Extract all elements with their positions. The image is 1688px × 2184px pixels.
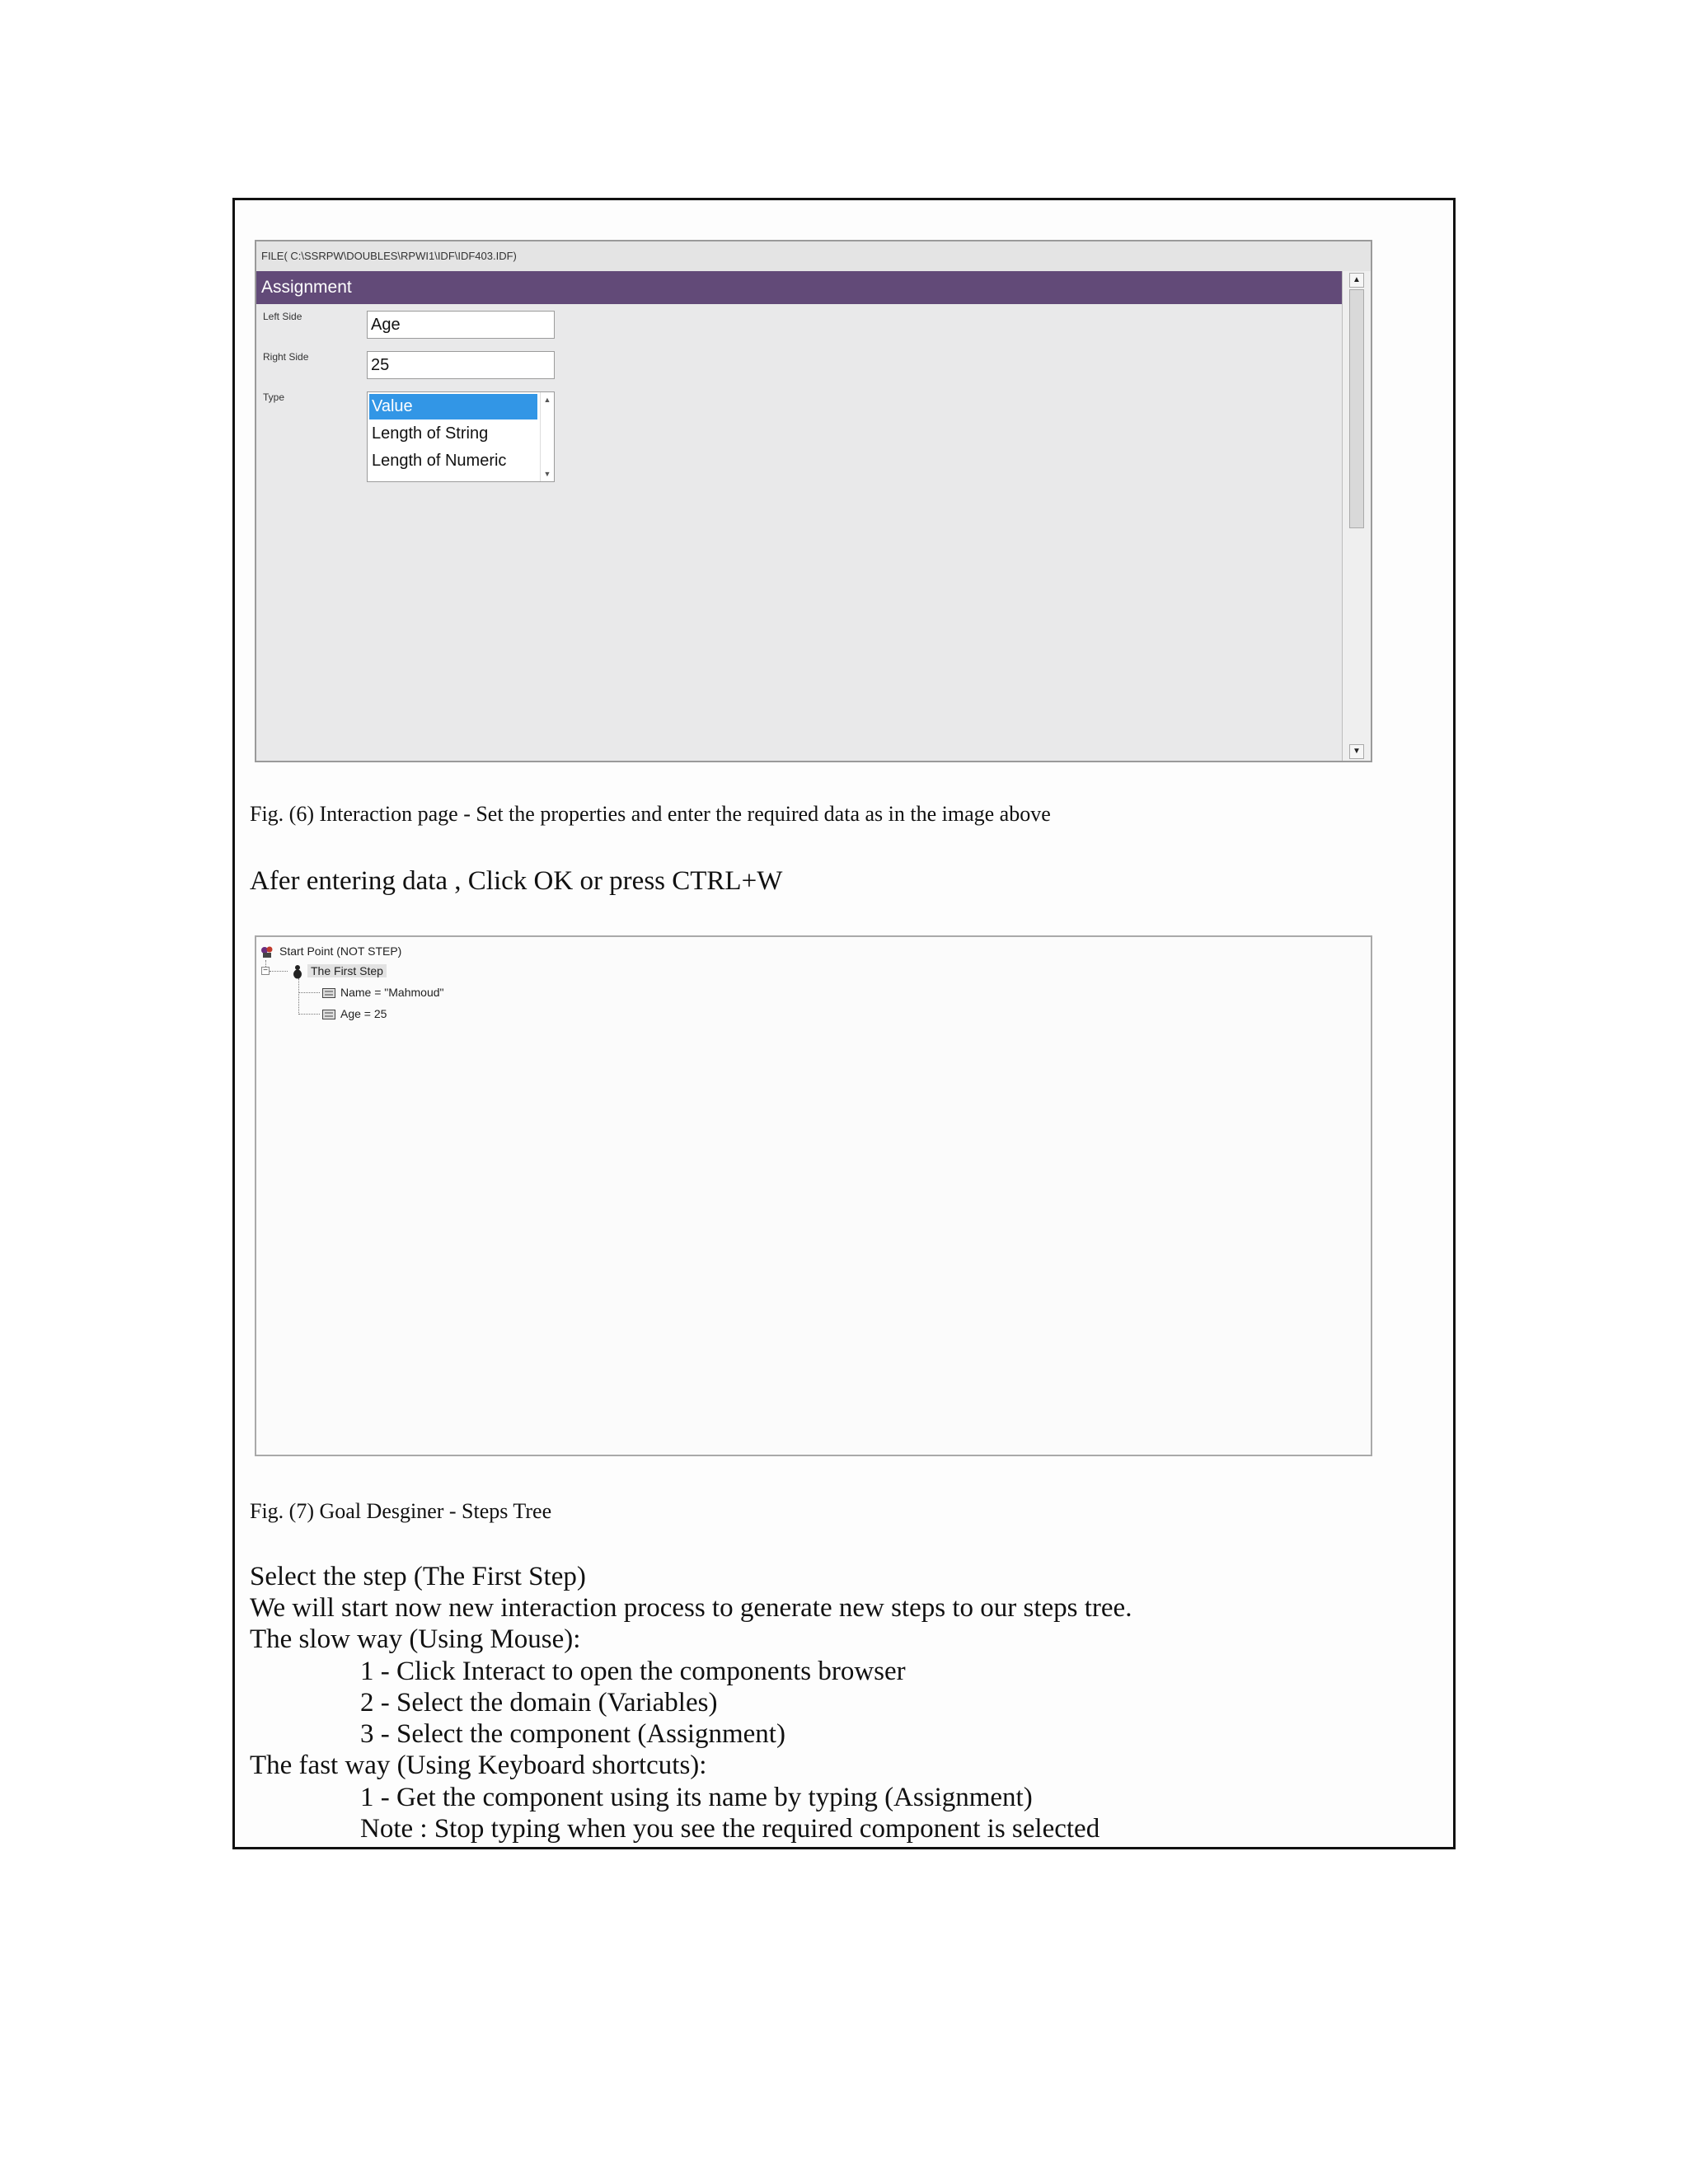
- tree-node-root[interactable]: [260, 942, 401, 960]
- step-icon: [293, 964, 302, 979]
- instruction-text: Afer entering data , Click OK or press CTRL+W: [250, 866, 783, 896]
- tree-node-name[interactable]: [322, 983, 444, 1001]
- start-point-icon: [260, 944, 274, 959]
- figure-7-caption: Fig. (7) Goal Desginer - Steps Tree: [250, 1499, 552, 1523]
- age-node-label: Age = 25: [340, 1007, 387, 1020]
- assignment-icon: [322, 988, 335, 998]
- body-line: 1 - Click Interact to open the components browser: [360, 1657, 906, 1686]
- window-scrollbar[interactable]: [1342, 271, 1371, 761]
- figure-6-caption: Fig. (6) Interaction page - Set the properties and enter the required data as in the image above: [250, 802, 1051, 826]
- type-option-value[interactable]: Value: [369, 394, 537, 419]
- body-line: Note : Stop typing when you see the required component is selected: [360, 1814, 1100, 1844]
- right-side-input[interactable]: 25: [367, 351, 555, 379]
- type-option-length-of-string[interactable]: Length of String: [372, 424, 489, 443]
- scroll-down-icon[interactable]: ▼: [1349, 744, 1364, 759]
- body-line: 2 - Select the domain (Variables): [360, 1688, 718, 1718]
- first-step-label: The First Step: [307, 964, 387, 977]
- name-node-label: Name = "Mahmoud": [340, 986, 444, 999]
- body-line: 3 - Select the component (Assignment): [360, 1719, 785, 1749]
- scroll-up-icon[interactable]: ▲: [1349, 273, 1364, 288]
- root-node-label: Start Point (NOT STEP): [279, 944, 402, 958]
- scrollbar-thumb[interactable]: [1349, 289, 1364, 528]
- tree-connector: [298, 992, 320, 993]
- left-side-label: Left Side: [263, 311, 302, 322]
- right-side-label: Right Side: [263, 351, 309, 363]
- tree-connector: [270, 971, 288, 972]
- tree-connector: [298, 1014, 320, 1015]
- assignment-window-screenshot: [255, 240, 1372, 762]
- assignment-header: Assignment: [256, 271, 1343, 304]
- file-path-title: FILE( C:\SSRPW\DOUBLES\RPWI1\IDF\IDF403.IDF): [256, 241, 1371, 272]
- type-label: Type: [263, 391, 285, 403]
- body-line: 1 - Get the component using its name by typing (Assignment): [360, 1783, 1033, 1812]
- steps-tree-screenshot: [255, 935, 1372, 1456]
- collapse-icon[interactable]: −: [261, 967, 270, 975]
- body-line: The fast way (Using Keyboard shortcuts):: [250, 1750, 707, 1780]
- assignment-form: [256, 304, 1343, 761]
- document-frame: [232, 198, 1456, 1849]
- scroll-up-icon[interactable]: ▲: [543, 396, 551, 404]
- assignment-icon: [322, 1010, 335, 1019]
- tree-connector: [298, 978, 299, 1015]
- type-list-scrollbar[interactable]: [540, 392, 554, 481]
- body-line: The slow way (Using Mouse):: [250, 1624, 581, 1654]
- body-line: Select the step (The First Step): [250, 1562, 586, 1591]
- scroll-down-icon[interactable]: ▼: [543, 470, 551, 478]
- type-listbox[interactable]: [367, 391, 555, 482]
- body-line: We will start now new interaction process to generate new steps to our steps tree.: [250, 1593, 1132, 1623]
- tree-node-first-step[interactable]: [293, 962, 387, 980]
- left-side-input[interactable]: Age: [367, 311, 555, 339]
- type-option-length-of-numeric[interactable]: Length of Numeric: [372, 452, 507, 470]
- tree-node-age[interactable]: [322, 1005, 387, 1023]
